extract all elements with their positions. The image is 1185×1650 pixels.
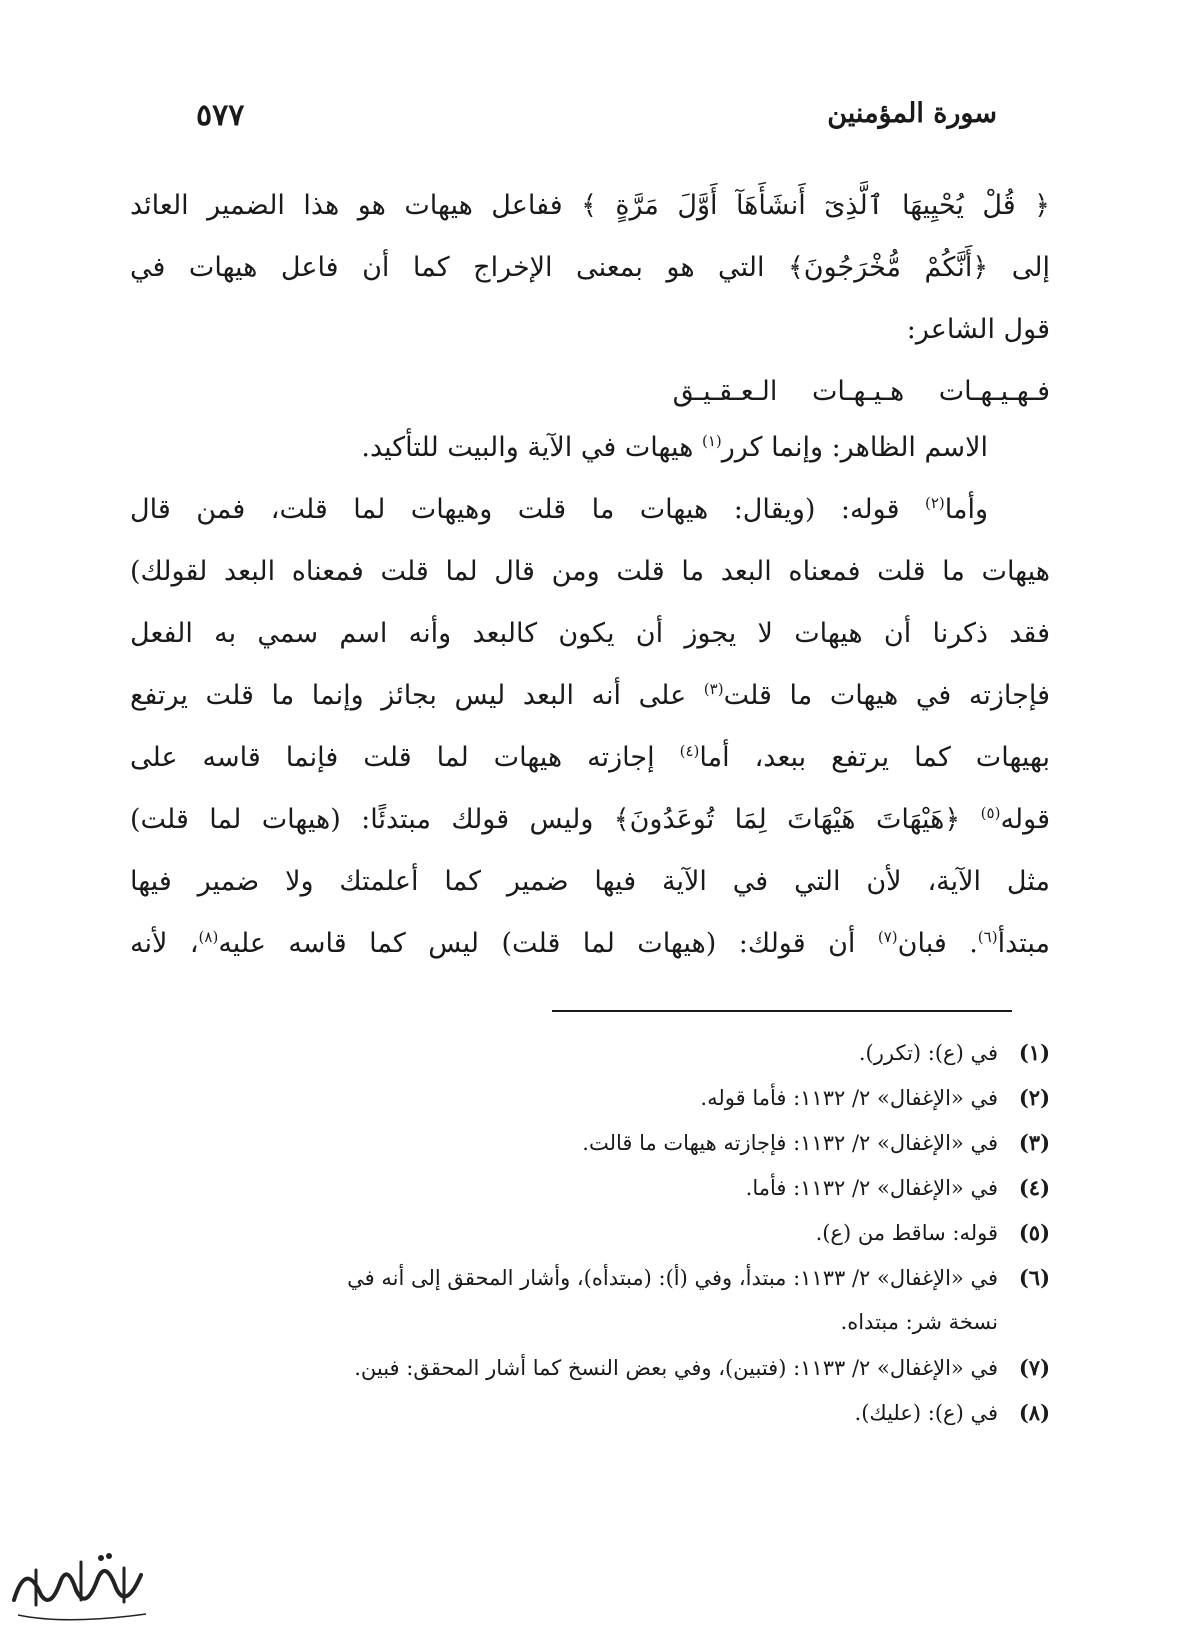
footnote-text: في «الإغفال» ٢/ ١١٣٢: فأما. (745, 1176, 998, 1200)
footnote-4 (130, 1165, 1050, 1210)
footnotes (130, 1030, 1050, 1435)
footnote-ref-2[interactable]: (٢) (924, 494, 945, 512)
footnote-number: (٨) (1018, 1400, 1050, 1425)
footnote-number: (١) (1018, 1040, 1050, 1065)
footnote-6 (130, 1255, 1050, 1300)
text-line-9-a: فإجازته في هيهات ما قلت (723, 680, 1050, 711)
page-number: ٥٧٧ (196, 98, 245, 133)
main-text (130, 175, 1050, 975)
publisher-stamp-logo (6, 1540, 156, 1625)
footnote-ref-8[interactable]: (٨) (198, 928, 219, 946)
footnote-5 (130, 1210, 1050, 1255)
text-line-13-b: . فبان (897, 928, 978, 959)
footnote-ref-4[interactable]: (٤) (679, 742, 700, 760)
footnote-text: في «الإغفال» ٢/ ١١٣٣: مبتدأ، وفي (أ): (مبتدأه)، وأشار المحقق إلى أنه في (347, 1266, 998, 1290)
text-line-13-a: مبتدأ (997, 928, 1050, 959)
footnote-number: (٣) (1018, 1130, 1050, 1155)
footnote-2 (130, 1075, 1050, 1120)
footnote-text: في «الإغفال» ٢/ ١١٣٢: فإجازته هيهات ما قالت. (582, 1131, 998, 1155)
text-line-2-content: إلى ﴿أَنَّكُمْ مُّخْرَجُونَ﴾ التي هو بمعنى الإخراج كما أن فاعل هيهات في (130, 252, 1050, 283)
footnote-text: قوله: ساقط من (ع). (815, 1221, 998, 1245)
text-line-9 (130, 665, 1050, 727)
footnote-8 (130, 1390, 1050, 1435)
text-line-12 (130, 851, 1050, 913)
footnote-separator (552, 1010, 1012, 1012)
text-line-8 (130, 603, 1050, 665)
text-line-7 (130, 541, 1050, 603)
text-line-8-content: فقد ذكرنا أن هيهات لا يجوز أن يكون كالبعد وأنه اسم سمي به الفعل (130, 618, 1050, 649)
text-line-9-b: على أنه البعد ليس بجائز وإنما ما قلت يرتفع (130, 680, 687, 711)
text-line-10-a: بهيهات كما يرتفع ببعد، أما (699, 742, 1050, 773)
footnote-number: (٤) (1018, 1175, 1050, 1200)
text-line-12-content: مثل الآية، لأن التي في الآية فيها ضمير كما أعلمتك ولا ضمير فيها (130, 866, 1050, 897)
footnote-ref-3[interactable]: (٣) (703, 680, 724, 698)
text-line-10 (130, 727, 1050, 789)
footnote-text: في «الإغفال» ٢/ ١١٣٢: فأما قوله. (700, 1086, 998, 1110)
surah-title: سورة المؤمنين (827, 98, 997, 129)
footnote-ref-7[interactable]: (٧) (877, 928, 898, 946)
text-line-7-content: هيهات ما قلت فمعناه البعد ما قلت ومن قال لما قلت فمعناه البعد لقولك) (130, 556, 1050, 587)
footnote-7 (130, 1345, 1050, 1390)
poetry-verse: فـهـيـهـات هـيـهـات الـعـقـيـق (672, 376, 1050, 407)
footnote-number: (٥) (1018, 1220, 1050, 1245)
text-line-5-b: هيهات في الآية والبيت للتأكيد. (361, 432, 694, 463)
text-line-1 (130, 175, 1050, 237)
text-line-3 (130, 299, 1050, 361)
footnote-ref-6[interactable]: (٦) (977, 928, 998, 946)
footnote-3 (130, 1120, 1050, 1165)
text-line-11 (130, 789, 1050, 851)
text-line-6-a: وأما (944, 494, 988, 525)
text-line-11-a: قوله (1000, 804, 1050, 835)
text-line-3-content: قول الشاعر: (906, 314, 1050, 345)
footnote-1 (130, 1030, 1050, 1075)
footnote-ref-5[interactable]: (٥) (980, 804, 1001, 822)
text-line-5-a: الاسم الظاهر: وإنما كرر (721, 432, 988, 463)
text-line-10-b: إجازته هيهات لما قلت فإنما قاسه على (130, 742, 655, 773)
footnote-text: في «الإغفال» ٢/ ١١٣٣: (فتبين)، وفي بعض النسخ كما أشار المحقق: فبين. (354, 1356, 998, 1380)
footnote-number: (٦) (1018, 1265, 1050, 1290)
footnote-text: في (ع): (عليك). (854, 1401, 998, 1425)
text-line-5 (130, 417, 1050, 479)
text-line-6-b: قوله: (ويقال: هيهات ما قلت وهيهات لما قلت، فمن قال (130, 494, 900, 525)
footnote-ref-1[interactable]: (١) (701, 432, 722, 450)
text-line-13-c: أن قولك: (هيهات لما قلت) ليس كما قاسه عليه (218, 928, 856, 959)
text-line-11-b: ﴿هَيْهَاتَ هَيْهَاتَ لِمَا تُوعَدُونَ﴾ وليس قولك مبتدئًا: (هيهات لما قلت) (130, 804, 961, 835)
footnote-6-continuation: نسخة شر: مبتداه. (840, 1310, 998, 1334)
text-line-13-d: ، لأنه (130, 928, 199, 959)
text-line-2 (130, 237, 1050, 299)
text-line-6 (130, 479, 1050, 541)
text-line-13 (130, 913, 1050, 975)
footnote-number: (٧) (1018, 1355, 1050, 1380)
footnote-text: في (ع): (تكرر). (858, 1041, 998, 1065)
text-line-1-content: ﴿ قُلْ يُحْيِيهَا ٱلَّذِىٓ أَنشَأَهَآ أَوَّلَ مَرَّةٍ ﴾ ففاعل هيهات هو هذا الضمير العائد (130, 190, 1050, 221)
footnote-number: (٢) (1018, 1085, 1050, 1110)
